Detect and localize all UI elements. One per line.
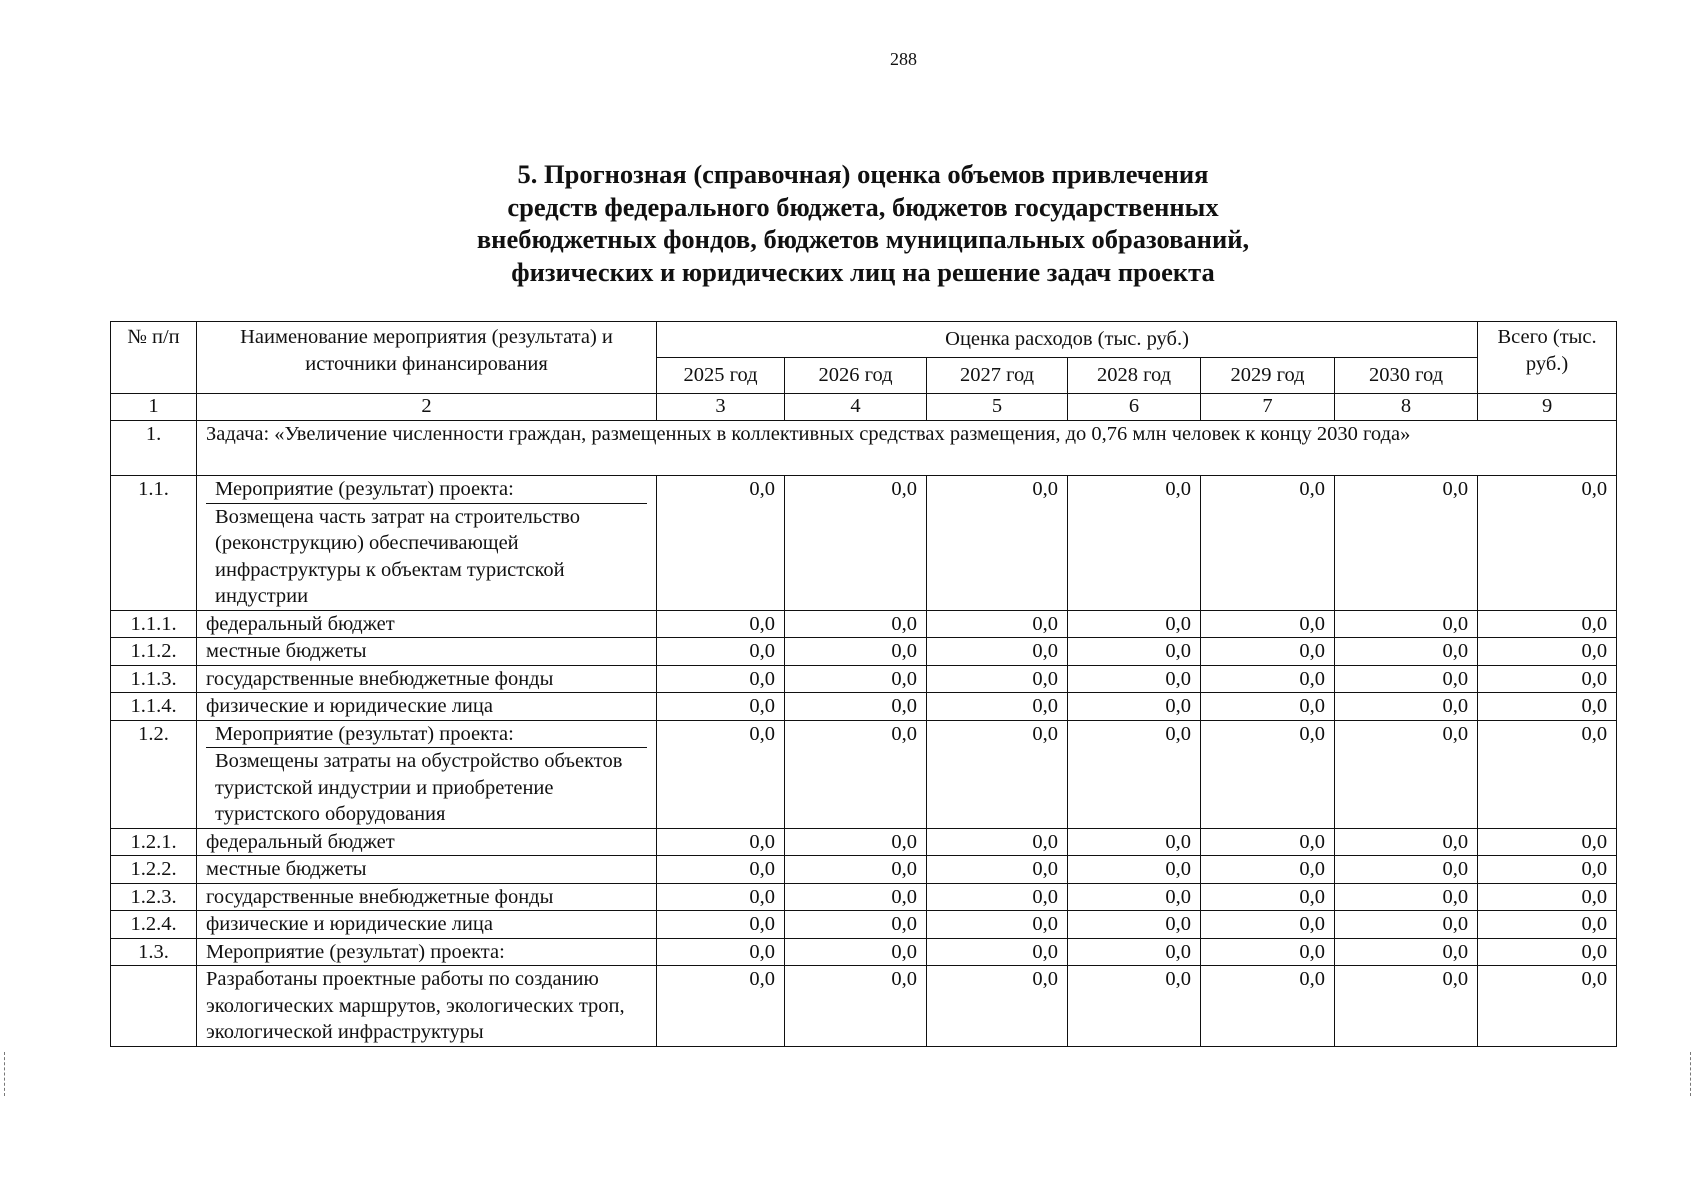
value-cell: 0,0: [657, 938, 785, 966]
value-cell: 0,0: [927, 856, 1068, 884]
total-cell: 0,0: [1478, 693, 1617, 721]
value-cell: 0,0: [657, 856, 785, 884]
value-cell: 0,0: [657, 966, 785, 1047]
value-cell: 0,0: [1068, 610, 1201, 638]
total-cell: 0,0: [1478, 883, 1617, 911]
value-cell: 0,0: [785, 938, 927, 966]
value-cell: 0,0: [657, 911, 785, 939]
table-row: [111, 476, 1617, 611]
row-label: местные бюджеты: [197, 856, 657, 884]
scan-artifact: [1690, 1052, 1693, 1096]
value-cell: 0,0: [1201, 610, 1335, 638]
task-row: [111, 421, 1617, 476]
value-cell: 0,0: [785, 476, 927, 611]
value-cell: 0,0: [1335, 720, 1478, 828]
value-cell: 0,0: [927, 966, 1068, 1047]
value-cell: 0,0: [657, 665, 785, 693]
row-label: Мероприятие (результат) проекта:: [206, 476, 647, 504]
total-cell: 0,0: [1478, 856, 1617, 884]
row-number: 1.1.1.: [111, 610, 197, 638]
row-name-cell: [197, 476, 657, 611]
column-index: 4: [785, 394, 927, 421]
table-row: [111, 638, 1617, 666]
value-cell: 0,0: [927, 665, 1068, 693]
value-cell: 0,0: [785, 883, 927, 911]
row-label: федеральный бюджет: [197, 828, 657, 856]
row-detail: Возмещены затраты на обустройство объектов туристской индустрии и приобретение туристского оборудования: [215, 750, 623, 825]
value-cell: 0,0: [927, 610, 1068, 638]
table-row: [111, 883, 1617, 911]
total-cell: 0,0: [1478, 938, 1617, 966]
value-cell: 0,0: [927, 911, 1068, 939]
value-cell: 0,0: [1201, 911, 1335, 939]
row-label: государственные внебюджетные фонды: [197, 883, 657, 911]
table-row: [111, 938, 1617, 966]
total-cell: 0,0: [1478, 610, 1617, 638]
row-name-cell: [197, 720, 657, 828]
value-cell: 0,0: [1335, 610, 1478, 638]
column-index: 3: [657, 394, 785, 421]
value-cell: 0,0: [1335, 938, 1478, 966]
row-number: 1.1.4.: [111, 693, 197, 721]
table-row: [111, 665, 1617, 693]
value-cell: 0,0: [657, 883, 785, 911]
table-row: [111, 966, 1617, 1047]
row-number: 1.3.: [111, 938, 197, 966]
total-cell: 0,0: [1478, 828, 1617, 856]
value-cell: 0,0: [927, 693, 1068, 721]
value-cell: 0,0: [1201, 665, 1335, 693]
document-title: [0, 158, 1697, 288]
title-line: физических и юридических лиц на решение задач проекта: [511, 256, 1215, 287]
value-cell: 0,0: [657, 610, 785, 638]
column-index: 5: [927, 394, 1068, 421]
row-number: 1.2.2.: [111, 856, 197, 884]
value-cell: 0,0: [1201, 476, 1335, 611]
value-cell: 0,0: [927, 883, 1068, 911]
value-cell: 0,0: [1201, 638, 1335, 666]
task-number: 1.: [111, 421, 197, 476]
value-cell: 0,0: [1068, 938, 1201, 966]
row-number: 1.1.: [111, 476, 197, 611]
value-cell: 0,0: [1335, 638, 1478, 666]
row-label: физические и юридические лица: [197, 911, 657, 939]
value-cell: 0,0: [1068, 720, 1201, 828]
header-year: 2027 год: [927, 358, 1068, 394]
value-cell: 0,0: [1201, 720, 1335, 828]
value-cell: 0,0: [1335, 665, 1478, 693]
total-cell: 0,0: [1478, 966, 1617, 1047]
row-number: 1.2.3.: [111, 883, 197, 911]
value-cell: 0,0: [657, 638, 785, 666]
table-row: [111, 610, 1617, 638]
value-cell: 0,0: [785, 856, 927, 884]
value-cell: 0,0: [785, 610, 927, 638]
value-cell: 0,0: [1335, 966, 1478, 1047]
row-label: Разработаны проектные работы по созданию экологических маршрутов, экологических троп, экологической инфраструктуры: [197, 966, 657, 1047]
value-cell: 0,0: [1068, 966, 1201, 1047]
table-row: [111, 720, 1617, 828]
row-label: Мероприятие (результат) проекта:: [197, 938, 657, 966]
value-cell: 0,0: [1335, 883, 1478, 911]
budget-table: [110, 321, 1617, 1047]
row-label: государственные внебюджетные фонды: [197, 665, 657, 693]
value-cell: 0,0: [1201, 693, 1335, 721]
row-number: 1.1.2.: [111, 638, 197, 666]
row-detail: Возмещена часть затрат на строительство (реконструкцию) обеспечивающей инфраструктуры к объектам туристской индустрии: [215, 505, 581, 607]
value-cell: 0,0: [1068, 856, 1201, 884]
table-row: [111, 828, 1617, 856]
value-cell: 0,0: [1068, 828, 1201, 856]
header-year: 2028 год: [1068, 358, 1201, 394]
value-cell: 0,0: [657, 828, 785, 856]
value-cell: 0,0: [1068, 476, 1201, 611]
task-text: Задача: «Увеличение численности граждан, размещенных в коллективных средствах размещения, до 0,76 млн человек к концу 2030 года»: [197, 421, 1617, 476]
value-cell: 0,0: [657, 476, 785, 611]
value-cell: 0,0: [657, 693, 785, 721]
value-cell: 0,0: [1335, 693, 1478, 721]
value-cell: 0,0: [1201, 828, 1335, 856]
value-cell: 0,0: [1068, 911, 1201, 939]
row-label: физические и юридические лица: [197, 693, 657, 721]
table-row: [111, 856, 1617, 884]
value-cell: 0,0: [1335, 828, 1478, 856]
value-cell: 0,0: [1201, 938, 1335, 966]
value-cell: 0,0: [927, 938, 1068, 966]
value-cell: 0,0: [1201, 856, 1335, 884]
value-cell: 0,0: [1335, 911, 1478, 939]
page-number: 288: [890, 49, 917, 69]
row-number: 1.2.1.: [111, 828, 197, 856]
row-number: 1.2.4.: [111, 911, 197, 939]
value-cell: 0,0: [1201, 883, 1335, 911]
total-cell: 0,0: [1478, 720, 1617, 828]
value-cell: 0,0: [1068, 883, 1201, 911]
value-cell: 0,0: [785, 911, 927, 939]
column-index-row: [111, 394, 1617, 421]
value-cell: 0,0: [785, 966, 927, 1047]
header-year: 2029 год: [1201, 358, 1335, 394]
row-label: федеральный бюджет: [197, 610, 657, 638]
total-cell: 0,0: [1478, 476, 1617, 611]
value-cell: 0,0: [1201, 966, 1335, 1047]
column-index: 7: [1201, 394, 1335, 421]
column-index: 9: [1478, 394, 1617, 421]
total-cell: 0,0: [1478, 638, 1617, 666]
header-year: 2026 год: [785, 358, 927, 394]
value-cell: 0,0: [1335, 476, 1478, 611]
title-line: 5. Прогнозная (справочная) оценка объемов привлечения: [517, 159, 1209, 189]
row-number: [111, 966, 197, 1047]
row-label: Мероприятие (результат) проекта:: [206, 721, 647, 749]
title-line: внебюджетных фондов, бюджетов муниципальных образований,: [476, 224, 1250, 254]
value-cell: 0,0: [785, 638, 927, 666]
value-cell: 0,0: [1068, 638, 1201, 666]
value-cell: 0,0: [927, 476, 1068, 611]
value-cell: 0,0: [1068, 665, 1201, 693]
value-cell: 0,0: [1335, 856, 1478, 884]
value-cell: 0,0: [927, 828, 1068, 856]
header-total: Всего (тыс. руб.): [1478, 322, 1617, 394]
row-label: местные бюджеты: [197, 638, 657, 666]
column-index: 8: [1335, 394, 1478, 421]
header-estimate: Оценка расходов (тыс. руб.): [657, 322, 1478, 358]
value-cell: 0,0: [657, 720, 785, 828]
header-year: 2025 год: [657, 358, 785, 394]
total-cell: 0,0: [1478, 665, 1617, 693]
row-number: 1.2.: [111, 720, 197, 828]
header-name: Наименование мероприятия (результата) и источники финансирования: [197, 322, 657, 394]
scan-artifact: [4, 1052, 7, 1096]
table-row: [111, 693, 1617, 721]
table-row: [111, 911, 1617, 939]
value-cell: 0,0: [927, 720, 1068, 828]
value-cell: 0,0: [785, 665, 927, 693]
total-cell: 0,0: [1478, 911, 1617, 939]
column-index: 1: [111, 394, 197, 421]
value-cell: 0,0: [1068, 693, 1201, 721]
value-cell: 0,0: [927, 638, 1068, 666]
value-cell: 0,0: [785, 828, 927, 856]
header-no: № п/п: [111, 322, 197, 394]
column-index: 6: [1068, 394, 1201, 421]
value-cell: 0,0: [785, 693, 927, 721]
title-line: средств федерального бюджета, бюджетов государственных: [507, 191, 1219, 222]
header-year: 2030 год: [1335, 358, 1478, 394]
value-cell: 0,0: [785, 720, 927, 828]
row-number: 1.1.3.: [111, 665, 197, 693]
column-index: 2: [197, 394, 657, 421]
